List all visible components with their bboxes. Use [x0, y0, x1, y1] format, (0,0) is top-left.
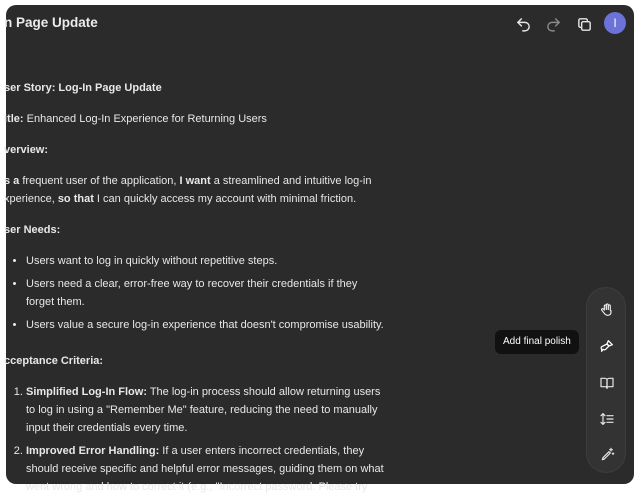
book-icon[interactable] [596, 372, 618, 394]
redo-icon[interactable] [542, 13, 564, 35]
overview-paragraph [4, 172, 384, 208]
overview-label: verview: [4, 144, 49, 156]
user-needs-list [4, 252, 384, 334]
criteria-text: The log-in process should allow returning users to log in using a "Remember Me" feature, reducing the need to manually input their credentials every time. [26, 386, 381, 434]
criteria-title: Simplified Log-In Flow: [26, 386, 147, 398]
magic-pen-icon[interactable] [596, 444, 618, 466]
overview-text-1: frequent user of the application, [19, 175, 180, 187]
document-content [4, 79, 384, 501]
overview-as-a: s a [4, 175, 20, 187]
title-line [4, 110, 384, 128]
document-title[interactable]: n Page Update [4, 15, 98, 30]
tooltip-add-final-polish: Add final polish [495, 330, 579, 354]
overview-i-want: I want [179, 175, 211, 187]
list-item [26, 442, 384, 496]
editor-window [4, 5, 634, 493]
list-item: • Users value a secure log-in experience that doesn't compromise usability. [26, 316, 384, 334]
copy-icon[interactable] [573, 13, 595, 35]
criteria-text: If a user enters incorrect credentials, they should receive specific and helpful error messages, guiding them on what went wrong and how to correct it (e.g., "Incorrect password. Please try [26, 445, 384, 493]
avatar[interactable]: I [604, 12, 626, 34]
criteria-label: cceptance Criteria: [4, 355, 104, 367]
brush-icon[interactable] [596, 335, 618, 357]
criteria-title: Improved Error Handling: [26, 445, 160, 457]
overview-text-2: a streamlined and intuitive log-in xperience, [4, 175, 372, 205]
hand-icon[interactable] [596, 299, 618, 321]
title-label: itle: [4, 113, 24, 125]
story-heading: ser Story: Log-In Page Update [4, 82, 162, 94]
list-item: • Users want to log in quickly without repetitive steps. [26, 252, 384, 270]
overview-so-that: so that [57, 193, 94, 205]
title-text: Enhanced Log-In Experience for Returning Users [23, 113, 267, 125]
floating-toolbar [586, 287, 626, 473]
overview-text-3: I can quickly access my account with minimal friction. [93, 193, 357, 205]
criteria-list [4, 383, 384, 496]
top-bar [6, 5, 634, 43]
user-needs-label: ser Needs: [4, 224, 61, 236]
list-item: • Users need a clear, error-free way to recover their credentials if they forget them. [26, 275, 384, 311]
line-spacing-icon[interactable] [596, 408, 618, 430]
undo-icon[interactable] [512, 13, 534, 35]
list-item [26, 383, 384, 437]
